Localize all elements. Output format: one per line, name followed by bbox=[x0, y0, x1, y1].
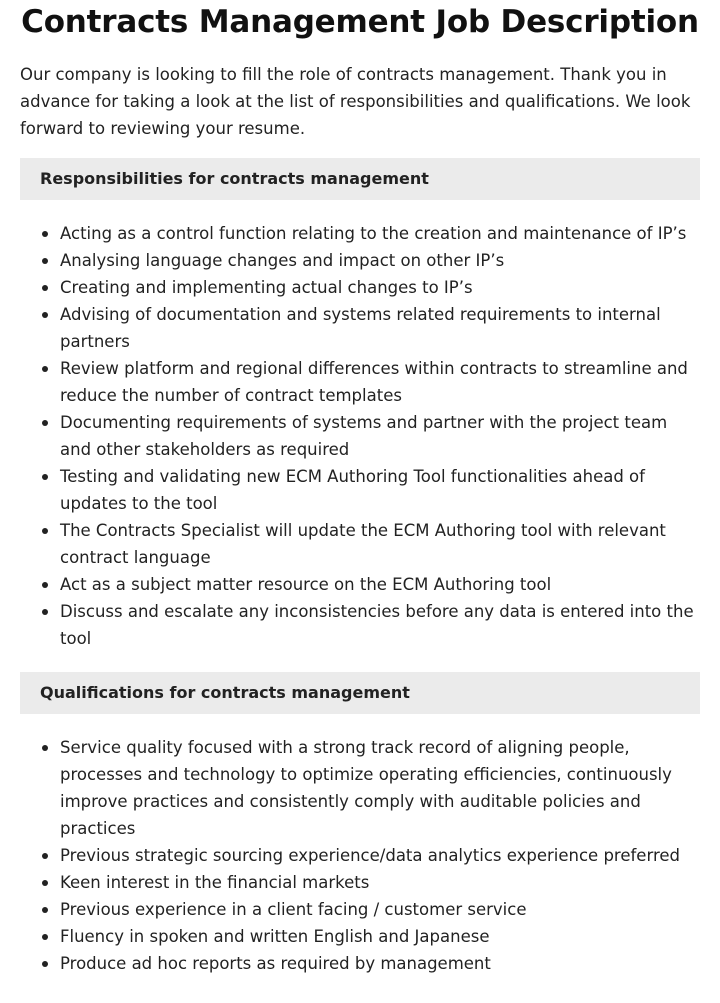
list-item: Testing and validating new ECM Authoring Tool functionalities ahead of updates to the tool bbox=[60, 463, 700, 517]
list-item: Fluency in spoken and written English and Japanese bbox=[60, 923, 700, 950]
page-title: Contracts Management Job Description bbox=[21, 4, 699, 40]
list-item: Analysing language changes and impact on other IP’s bbox=[60, 247, 700, 274]
list-item: Advising of documentation and systems related requirements to internal partners bbox=[60, 301, 700, 355]
list-item: Documenting requirements of systems and partner with the project team and other stakeholders as required bbox=[60, 409, 700, 463]
responsibilities-heading: Responsibilities for contracts management bbox=[20, 158, 700, 200]
list-item: Previous strategic sourcing experience/data analytics experience preferred bbox=[60, 842, 700, 869]
list-item: Discuss and escalate any inconsistencies before any data is entered into the tool bbox=[60, 598, 700, 652]
qualifications-heading: Qualifications for contracts management bbox=[20, 672, 700, 714]
qualifications-list bbox=[20, 734, 700, 977]
list-item: Acting as a control function relating to the creation and maintenance of IP’s bbox=[60, 220, 700, 247]
intro-paragraph: Our company is looking to fill the role of contracts management. Thank you in advance for taking a look at the list of responsibilities and qualifications. We look forward to reviewing your resume. bbox=[20, 65, 691, 138]
list-item: Keen interest in the financial markets bbox=[60, 869, 700, 896]
list-item: Creating and implementing actual changes to IP’s bbox=[60, 274, 700, 301]
responsibilities-list bbox=[20, 220, 700, 652]
list-item: Service quality focused with a strong track record of aligning people, processes and technology to optimize operating efficiencies, continuously improve practices and consistently comply with auditable policies and practices bbox=[60, 734, 700, 842]
list-item: Review platform and regional differences within contracts to streamline and reduce the number of contract templates bbox=[60, 355, 700, 409]
list-item: Previous experience in a client facing / customer service bbox=[60, 896, 700, 923]
list-item: Produce ad hoc reports as required by management bbox=[60, 950, 700, 977]
list-item: The Contracts Specialist will update the ECM Authoring tool with relevant contract language bbox=[60, 517, 700, 571]
list-item: Act as a subject matter resource on the ECM Authoring tool bbox=[60, 571, 700, 598]
